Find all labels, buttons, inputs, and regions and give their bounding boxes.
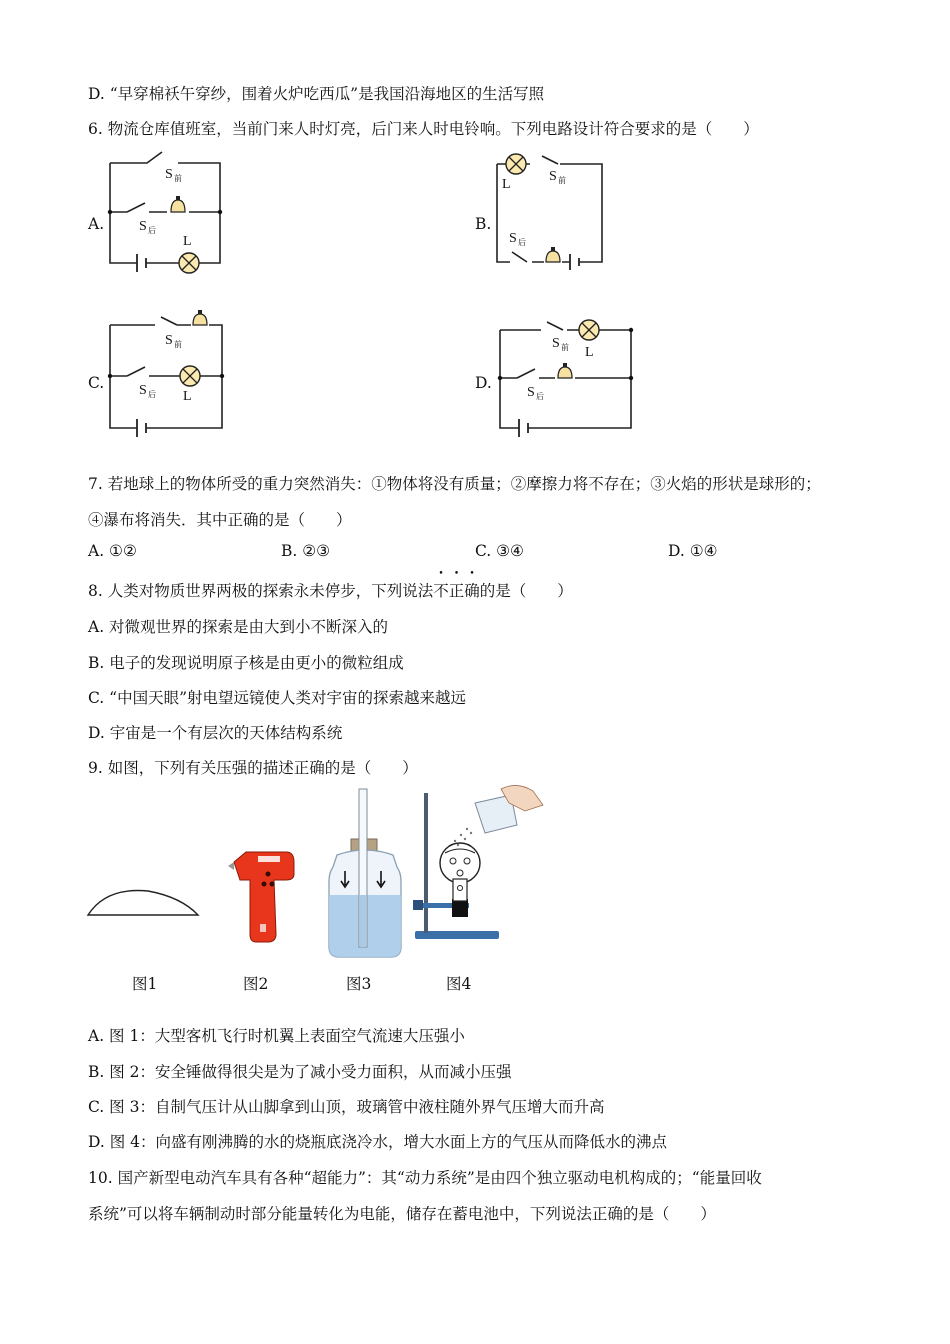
- fig3-caption: 图3: [346, 975, 372, 993]
- switch-front-label: S: [552, 336, 560, 351]
- lamp-icon: [579, 320, 599, 340]
- front-subscript: 前: [174, 174, 182, 183]
- q9-option-b: B. 图 2：安全锤做得很尖是为了减小受力面积，从而减小压强: [88, 1063, 512, 1081]
- junction-dot: [108, 210, 112, 214]
- fig1-wing: [86, 885, 201, 925]
- lamp-icon: [180, 366, 200, 386]
- switch-back-label: S: [509, 231, 517, 246]
- q8-emph-char: 正: [448, 582, 465, 600]
- q8-option-a: A. 对微观世界的探索是由大到小不断深入的: [88, 618, 389, 636]
- fig4-caption: 图4: [446, 975, 472, 993]
- junction-dot: [629, 376, 633, 380]
- fig2-caption: 图2: [243, 975, 269, 993]
- q8-stem-pre: 8. 人类对物质世界两极的探索永未停步，下列说法: [88, 582, 434, 600]
- lamp-icon: [506, 154, 526, 174]
- fig3-bottle-barometer: [325, 785, 405, 960]
- front-subscript: 前: [174, 340, 182, 349]
- back-subscript: 后: [148, 390, 156, 399]
- q6-stem: 6. 物流仓库值班室，当前门来人时灯亮，后门来人时电铃响。下列电路设计符合要求的是（ ）: [88, 120, 759, 138]
- circuit-d-wires: [500, 322, 631, 437]
- q5-option-d: D. “早穿棉袄午穿纱，围着火炉吃西瓜”是我国沿海地区的生活写照: [88, 85, 545, 103]
- junction-dot: [108, 374, 112, 378]
- front-subscript: 前: [561, 343, 569, 352]
- q8-stem-post: 的是（ ）: [479, 582, 573, 600]
- fig4-flask-stand: [405, 785, 545, 945]
- q8-option-b: B. 电子的发现说明原子核是由更小的微粒组成: [88, 654, 404, 672]
- bell-icon: [558, 363, 572, 378]
- q9-option-d: D. 图 4：向盛有刚沸腾的水的烧瓶底浇冷水，增大水面上方的气压从而降低水的沸点: [88, 1133, 668, 1151]
- q8-option-c: C. “中国天眼”射电望远镜使人类对宇宙的探索越来越远: [88, 689, 467, 707]
- circuit-a: [105, 148, 235, 268]
- junction-dot: [220, 374, 224, 378]
- fig1-caption: 图1: [132, 975, 158, 993]
- fig2-safety-hammer: [228, 848, 298, 948]
- q6-label-a: A.: [88, 215, 105, 233]
- q6-label-c: C.: [88, 374, 105, 392]
- switch-back-label: S: [527, 385, 535, 400]
- q8-option-d: D. 宇宙是一个有层次的天体结构系统: [88, 724, 343, 742]
- switch-front-label: S: [165, 333, 173, 348]
- junction-dot: [498, 376, 502, 380]
- bell-icon: [193, 310, 207, 325]
- switch-front-label: S: [165, 167, 173, 182]
- switch-front-label: S: [549, 169, 557, 184]
- q9-option-a: A. 图 1：大型客机飞行时机翼上表面空气流速大压强小: [88, 1027, 465, 1045]
- circuit-c: [105, 308, 235, 438]
- bell-icon: [171, 196, 185, 212]
- switch-back-label: S: [139, 219, 147, 234]
- lamp-label: L: [183, 389, 192, 404]
- q9-stem: 9. 如图，下列有关压强的描述正确的是（ ）: [88, 759, 418, 777]
- lamp-label: L: [183, 234, 192, 249]
- circuit-b: [492, 148, 622, 268]
- junction-dot: [629, 328, 633, 332]
- q7-option-a: A. ①②: [88, 542, 137, 560]
- lamp-label: L: [502, 177, 511, 192]
- q8-stem: [88, 579, 573, 601]
- back-subscript: 后: [518, 238, 526, 247]
- q7-option-c: C. ③④: [475, 542, 524, 560]
- q9-option-c: C. 图 3：自制气压计从山脚拿到山顶，玻璃管中液柱随外界气压增大而升高: [88, 1098, 605, 1116]
- q7-stem-1: 7. 若地球上的物体所受的重力突然消失：①物体将没有质量；②摩擦力将不存在；③火焰的形状是球形的；: [88, 475, 821, 493]
- q8-emph-char: 确: [464, 582, 480, 600]
- bell-icon: [546, 247, 560, 262]
- switch-back-label: S: [139, 383, 147, 398]
- front-subscript: 前: [558, 176, 566, 185]
- q6-label-b: B.: [475, 215, 492, 233]
- lamp-label: L: [585, 345, 594, 360]
- q6-label-d: D.: [475, 374, 492, 392]
- q7-option-b: B. ②③: [281, 542, 331, 560]
- q8-emph-char: 不: [433, 582, 449, 600]
- q10-stem-1: 10. 国产新型电动汽车具有各种“超能力”：其“动力系统”是由四个独立驱动电机构成的；“能量回收: [88, 1169, 762, 1187]
- back-subscript: 后: [148, 226, 156, 235]
- q7-stem-2: ④瀑布将消失．其中正确的是（ ）: [88, 511, 352, 529]
- junction-dot: [218, 210, 222, 214]
- lamp-icon: [179, 253, 199, 273]
- q7-option-d: D. ①④: [668, 542, 718, 560]
- circuit-d: [495, 308, 635, 438]
- back-subscript: 后: [536, 392, 544, 401]
- q10-stem-2: 系统”可以将车辆制动时部分能量转化为电能，储存在蓄电池中，下列说法正确的是（ ）: [88, 1205, 716, 1223]
